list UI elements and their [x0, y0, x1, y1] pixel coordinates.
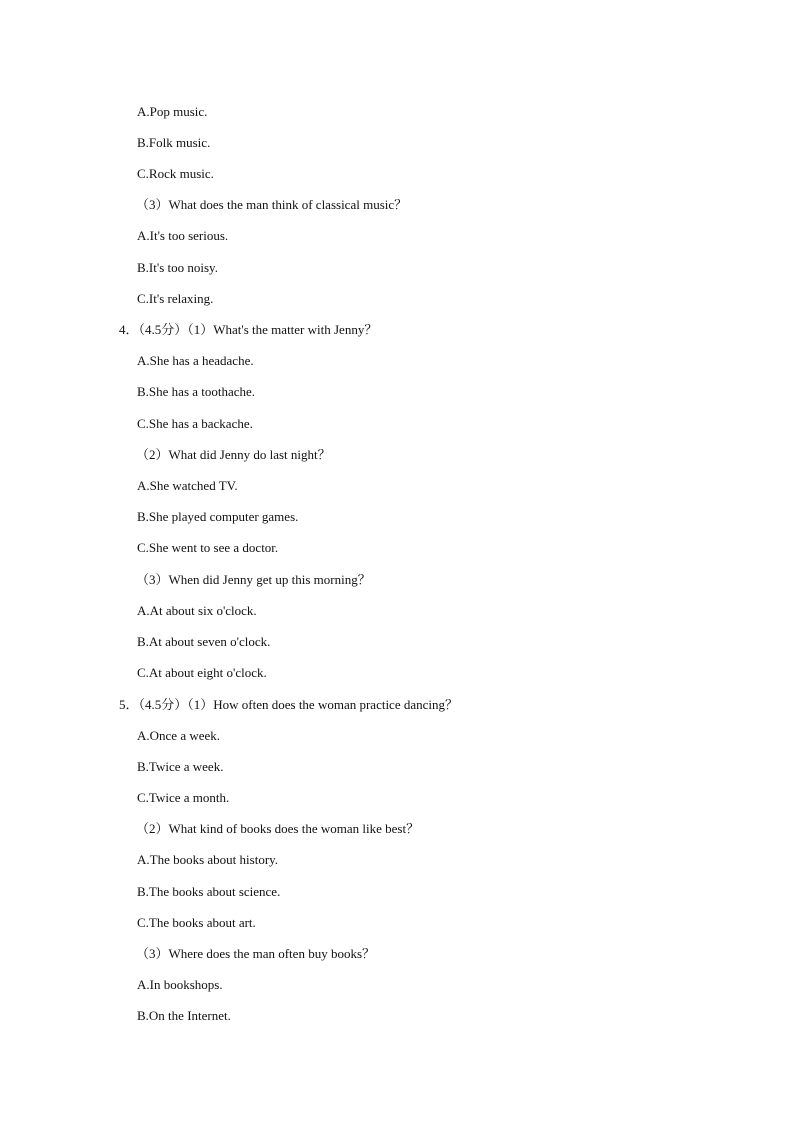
option-a-history: A.The books about history. [137, 852, 279, 867]
option-b-twice-a-week: B.Twice a week. [137, 759, 224, 774]
option-b-computer-games: B.She played computer games. [137, 509, 299, 524]
option-c-backache: C.She has a backache. [137, 416, 253, 431]
option-a-once-a-week: A.Once a week. [137, 728, 221, 743]
option-c-art: C.The books about art. [137, 915, 256, 930]
option-c-relaxing: C.It's relaxing. [137, 291, 214, 306]
option-a-pop-music: A.Pop music. [137, 104, 208, 119]
question-4-2: （2）What did Jenny do last night？ [136, 447, 331, 462]
question-5-3: （3）Where does the man often buy books？ [136, 946, 376, 961]
option-c-twice-a-month: C.Twice a month. [137, 790, 230, 805]
option-b-internet: B.On the Internet. [137, 1008, 231, 1023]
option-a-six-oclock: A.At about six o'clock. [137, 603, 257, 618]
question-5-2: （2）What kind of books does the woman like best？ [136, 821, 420, 836]
option-c-eight-oclock: C.At about eight o'clock. [137, 665, 267, 680]
option-a-watched-tv: A.She watched TV. [137, 478, 238, 493]
option-b-seven-oclock: B.At about seven o'clock. [137, 634, 271, 649]
question-4-3: （3）When did Jenny get up this morning？ [136, 572, 371, 587]
option-c-rock-music: C.Rock music. [137, 166, 214, 181]
question-3-3: （3）What does the man think of classical music？ [136, 197, 408, 212]
option-a-bookshops: A.In bookshops. [137, 977, 223, 992]
option-b-folk-music: B.Folk music. [137, 135, 211, 150]
question-5-heading: 5．（4.5分）（1）How often does the woman practice dancing？ [119, 697, 459, 712]
option-b-noisy: B.It's too noisy. [137, 260, 218, 275]
option-b-toothache: B.She has a toothache. [137, 384, 256, 399]
option-a-serious: A.It's too serious. [137, 228, 229, 243]
option-b-science: B.The books about science. [137, 884, 281, 899]
option-c-doctor: C.She went to see a doctor. [137, 540, 279, 555]
question-4-heading: 4．（4.5分）（1）What's the matter with Jenny？ [119, 322, 378, 337]
option-a-headache: A.She has a headache. [137, 353, 254, 368]
